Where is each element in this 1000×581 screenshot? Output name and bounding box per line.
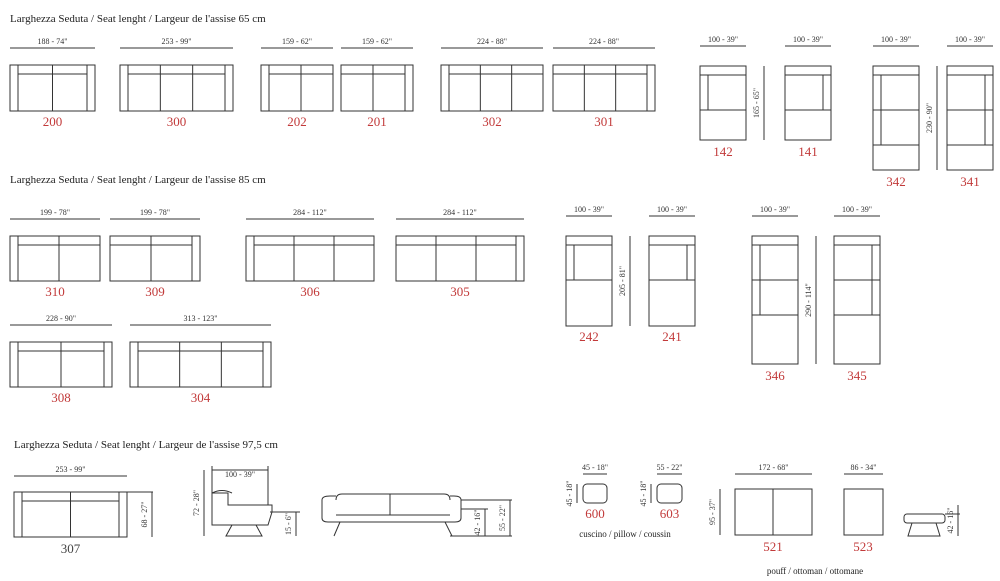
chaise-142-width-label: 100 - 39" xyxy=(708,35,738,44)
chaise-241-outline xyxy=(649,236,695,326)
side-profile-body xyxy=(212,493,272,525)
front-body xyxy=(322,500,461,522)
sofa-302-code: 302 xyxy=(482,114,502,129)
chaise-242-width-label: 100 - 39" xyxy=(574,205,604,214)
side-height-label: 72 - 28" xyxy=(192,490,201,516)
arm-height-label: 55 - 22" xyxy=(498,505,507,531)
pouf-top xyxy=(904,514,945,523)
sofa-201-outline xyxy=(341,65,413,111)
chaise-345-width-label: 100 - 39" xyxy=(842,205,872,214)
sofa-305-outline xyxy=(396,236,524,281)
sofa-308-width-label: 228 - 90" xyxy=(46,314,76,323)
chaise-346-code: 346 xyxy=(765,368,785,383)
sofa-305-code: 305 xyxy=(450,284,470,299)
chaise-342-outline xyxy=(873,66,919,170)
chaise-242-code: 242 xyxy=(579,329,599,344)
side-depth-label: 100 - 39" xyxy=(225,470,255,479)
chaise-141-code: 141 xyxy=(798,144,818,159)
sofa-301-outline xyxy=(553,65,655,111)
chaise-345-outline xyxy=(834,236,880,364)
ottoman-523-width-label: 86 - 34" xyxy=(850,463,877,472)
sofa-300-code: 300 xyxy=(166,114,187,129)
pillow-600-height-label: 45 - 18" xyxy=(565,480,574,507)
ottoman-521-width-label: 172 - 68" xyxy=(758,463,789,472)
sofa-304-code: 304 xyxy=(190,390,211,405)
front-leg-left xyxy=(334,522,340,536)
chaise-241-width-label: 100 - 39" xyxy=(657,205,687,214)
chaise-241-code: 241 xyxy=(662,329,682,344)
pillow-603-shape xyxy=(657,484,682,503)
sofa-309-width-label: 199 - 78" xyxy=(140,208,170,217)
chaise-142-code: 142 xyxy=(713,144,733,159)
sofa-200-code: 200 xyxy=(42,114,63,129)
chaise-345-code: 345 xyxy=(847,368,867,383)
pouf-height-label: 42 - 16" xyxy=(946,507,955,534)
sofa-202-outline xyxy=(261,65,333,111)
front-back xyxy=(336,494,450,500)
sofa-300-outline xyxy=(120,65,233,111)
sofa-304-outline xyxy=(130,342,271,387)
chaise-346-outline xyxy=(752,236,798,364)
sofa-308-code: 308 xyxy=(51,390,71,405)
pillow-603-width-label: 55 - 22" xyxy=(656,463,683,472)
sofa-301-width-label: 224 - 88" xyxy=(589,37,619,46)
sofa-200-width-label: 188 - 74" xyxy=(37,37,68,46)
chaise-342-width-label: 100 - 39" xyxy=(881,35,911,44)
chaise-242-depth-label: 205 - 81" xyxy=(618,266,627,296)
chaise-341-width-label: 100 - 39" xyxy=(955,35,985,44)
sofa-side-profile xyxy=(212,491,272,537)
sofa-307-code: 307 xyxy=(60,541,81,556)
sofa-306-outline xyxy=(246,236,374,281)
chaise-346-width-label: 100 - 39" xyxy=(760,205,790,214)
sofa-307-width-label: 253 - 99" xyxy=(55,465,86,474)
sofa-309-code: 309 xyxy=(145,284,165,299)
sofa-306-code: 306 xyxy=(300,284,320,299)
chaise-341-outline xyxy=(947,66,993,170)
pillow-600-shape xyxy=(583,484,607,503)
seat-height-label: 42 - 16" xyxy=(473,509,482,536)
sofa-300-width-label: 253 - 99" xyxy=(161,37,192,46)
section-header-85: Larghezza Seduta / Seat lenght / Largeur de l'assise 85 cm xyxy=(10,174,266,186)
foot-height-label: 15 - 6" xyxy=(284,513,293,535)
chaise-342-depth-label: 230 - 90" xyxy=(925,103,934,133)
chaise-141-width-label: 100 - 39" xyxy=(793,35,823,44)
sofa-302-width-label: 224 - 88" xyxy=(477,37,507,46)
sofa-305-width-label: 284 - 112" xyxy=(443,208,477,217)
front-arm-left xyxy=(322,496,336,500)
front-leg-right xyxy=(445,522,452,536)
chaise-346-depth-label: 290 - 114" xyxy=(804,283,813,317)
profile-back-height-label: 68 - 27" xyxy=(140,501,149,528)
sofa-201-width-label: 159 - 62" xyxy=(362,37,392,46)
chaise-142-depth-label: 165 - 65" xyxy=(752,88,761,118)
sofa-306-width-label: 284 - 112" xyxy=(293,208,327,217)
pillow-603-height-label: 45 - 18" xyxy=(639,480,648,507)
section-header-65: Larghezza Seduta / Seat lenght / Largeur de l'assise 65 cm xyxy=(10,13,266,25)
sofa-front-elevation xyxy=(322,494,461,522)
sofa-202-width-label: 159 - 62" xyxy=(282,37,312,46)
chaise-341-code: 341 xyxy=(960,174,980,189)
sofa-310-width-label: 199 - 78" xyxy=(40,208,70,217)
section-header-97: Larghezza Seduta / Seat lenght / Largeur de l'assise 97,5 cm xyxy=(14,439,278,451)
sofa-301-code: 301 xyxy=(594,114,614,129)
sofa-310-code: 310 xyxy=(45,284,65,299)
pouf-side-view xyxy=(904,514,945,536)
ottoman-523-outline xyxy=(844,489,883,535)
ottoman-521-code: 521 xyxy=(763,539,783,554)
side-profile-base xyxy=(226,525,262,536)
pouf-base xyxy=(908,523,940,536)
chaise-141-outline xyxy=(785,66,831,140)
front-arm-right xyxy=(450,496,461,500)
ottoman-caption: pouff / ottoman / ottomane xyxy=(766,566,864,576)
sofa-202-code: 202 xyxy=(287,114,307,129)
chaise-342-code: 342 xyxy=(886,174,906,189)
pillow-603-code: 603 xyxy=(659,506,680,521)
chaise-242-outline xyxy=(566,236,612,326)
sofa-201-code: 201 xyxy=(367,114,387,129)
pillow-caption: cuscino / pillow / coussin xyxy=(579,529,671,539)
ottoman-523-code: 523 xyxy=(853,539,873,554)
sofa-302-outline xyxy=(441,65,543,111)
chaise-142-outline xyxy=(700,66,746,140)
sofa-309-outline xyxy=(110,236,200,281)
pillow-600-code: 600 xyxy=(585,506,605,521)
sofa-310-outline xyxy=(10,236,100,281)
ottoman-521-depth-label: 95 - 37" xyxy=(708,499,717,525)
pillow-600-width-label: 45 - 18" xyxy=(582,463,608,472)
sofa-304-width-label: 313 - 123" xyxy=(183,314,218,323)
